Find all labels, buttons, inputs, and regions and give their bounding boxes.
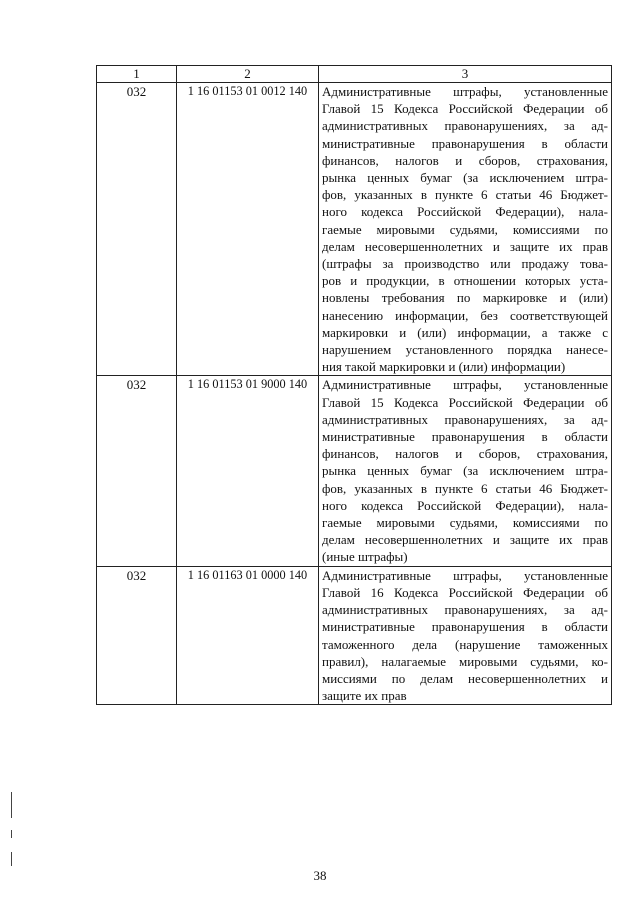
description-line: защите их прав bbox=[322, 688, 407, 704]
admin-code-cell: 032 bbox=[97, 566, 177, 705]
description-line: Административные штрафы, установленные bbox=[322, 377, 608, 393]
description-line: маркировки и (или) информации, а также с bbox=[322, 324, 608, 340]
description-line: (штрафы за производство или продажу това- bbox=[322, 256, 608, 272]
description-line: ного кодекса Российской Федерации), нала- bbox=[322, 497, 608, 513]
description-line: нарушением установленного порядка нанесе- bbox=[322, 342, 608, 358]
description-line: делам несовершеннолетних и защите их прав bbox=[322, 532, 608, 548]
description-line: Административные штрафы, установленные bbox=[322, 567, 608, 583]
budget-codes-table bbox=[96, 65, 612, 705]
description-line: рынка ценных бумаг (за исключением штра- bbox=[322, 463, 608, 479]
budget-classification-code-cell: 1 16 01153 01 0012 140 bbox=[177, 83, 319, 376]
scan-margin-mark bbox=[11, 852, 12, 866]
description-line: административных правонарушениях, за ад- bbox=[322, 118, 608, 134]
description-line: таможенного дела (нарушение таможенных bbox=[322, 636, 608, 652]
description-line: ного кодекса Российской Федерации), нала- bbox=[322, 204, 608, 220]
description-cell bbox=[319, 376, 612, 566]
table-row bbox=[97, 566, 612, 705]
scan-margin-mark bbox=[11, 830, 12, 838]
description-line: министративные правонарушения в области bbox=[322, 619, 608, 635]
budget-classification-code-cell: 1 16 01163 01 0000 140 bbox=[177, 566, 319, 705]
description-line: Главой 15 Кодекса Российской Федерации об bbox=[322, 394, 608, 410]
description-line: миссиями по делам несовершеннолетних и bbox=[322, 670, 608, 686]
column-header-3: 3 bbox=[319, 66, 612, 83]
table-row bbox=[97, 376, 612, 566]
description-line: ров и продукции, в отношении которых уста- bbox=[322, 273, 608, 289]
description-line: фов, указанных в пункте 6 статьи 46 Бюджет- bbox=[322, 187, 608, 203]
description-line: Административные штрафы, установленные bbox=[322, 84, 608, 99]
description-line: министративные правонарушения в области bbox=[322, 429, 608, 445]
description-line: делам несовершеннолетних и защите их прав bbox=[322, 238, 608, 254]
description-line: административных правонарушениях, за ад- bbox=[322, 602, 608, 618]
description-line: административных правонарушениях, за ад- bbox=[322, 411, 608, 427]
column-header-1: 1 bbox=[97, 66, 177, 83]
description-line: рынка ценных бумаг (за исключением штра- bbox=[322, 170, 608, 186]
description-line: ния такой маркировки и (или) информации) bbox=[322, 359, 566, 375]
description-line: новлены требования по маркировке и (или) bbox=[322, 290, 608, 306]
scan-margin-mark bbox=[11, 792, 12, 818]
description-line: правил), налагаемые мировыми судьями, ко- bbox=[322, 653, 608, 669]
description-line: гаемые мировыми судьями, комиссиями по bbox=[322, 221, 608, 237]
header-row bbox=[97, 66, 612, 83]
admin-code-cell: 032 bbox=[97, 83, 177, 376]
description-line: финансов, налогов и сборов, страхования, bbox=[322, 152, 608, 168]
budget-classification-code-cell: 1 16 01153 01 9000 140 bbox=[177, 376, 319, 566]
description-line: нанесению информации, без соответствующей bbox=[322, 307, 608, 323]
admin-code-cell: 032 bbox=[97, 376, 177, 566]
page-number: 38 bbox=[313, 868, 327, 883]
description-cell bbox=[319, 566, 612, 705]
table-row bbox=[97, 83, 612, 376]
column-header-2: 2 bbox=[177, 66, 319, 83]
description-line: гаемые мировыми судьями, комиссиями по bbox=[322, 515, 608, 531]
description-line: Главой 15 Кодекса Российской Федерации об bbox=[322, 101, 608, 117]
description-line: финансов, налогов и сборов, страхования, bbox=[322, 446, 608, 462]
description-cell bbox=[319, 83, 612, 376]
description-line: министративные правонарушения в области bbox=[322, 135, 608, 151]
description-line: Главой 16 Кодекса Российской Федерации об bbox=[322, 584, 608, 600]
description-line: (иные штрафы) bbox=[322, 549, 408, 565]
description-line: фов, указанных в пункте 6 статьи 46 Бюджет- bbox=[322, 480, 608, 496]
